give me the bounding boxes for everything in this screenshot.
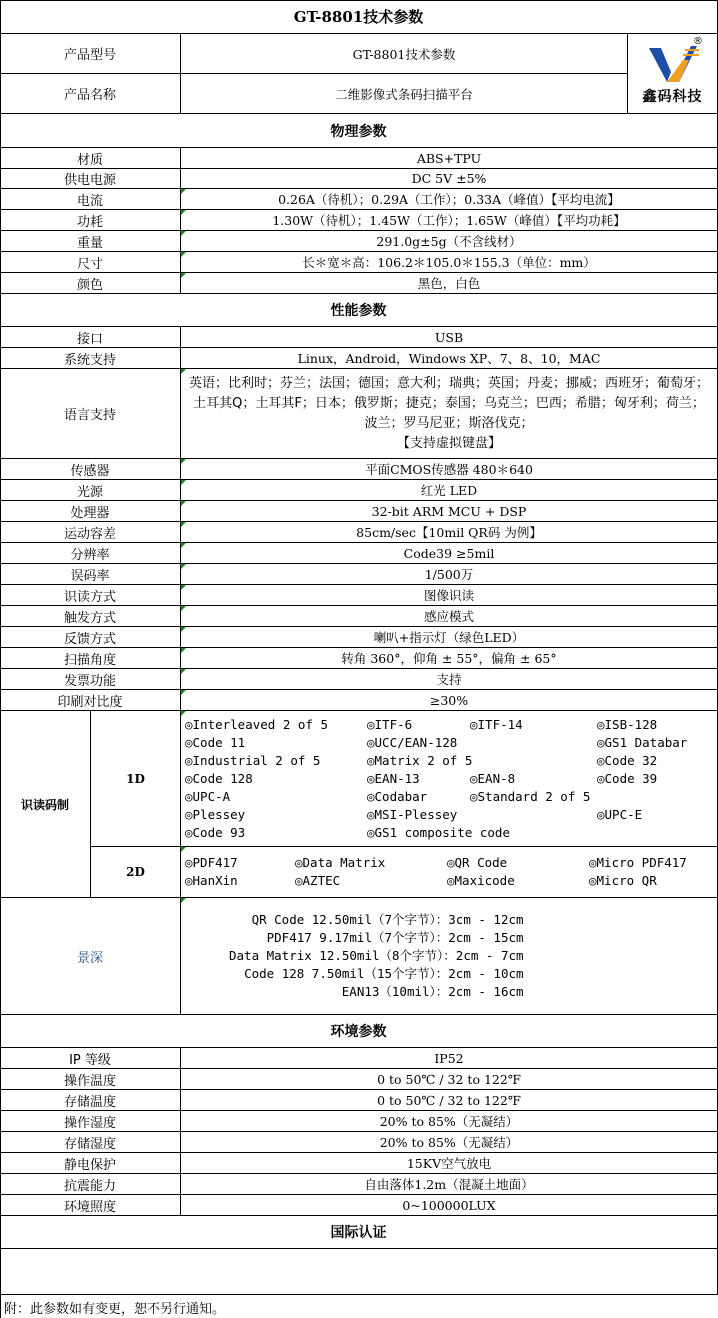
physical-row-4-value: 291.0g±5g（不含线材） bbox=[181, 231, 718, 252]
physical-row-6-label: 颜色 bbox=[0, 273, 181, 294]
symbology-item: ◎Code 11 bbox=[185, 735, 246, 750]
language-value-cell bbox=[181, 369, 718, 459]
symbology-item: ◎Code 128 bbox=[185, 771, 253, 786]
symbology-2d-list bbox=[181, 847, 718, 898]
physical-section-header: 物理参数 bbox=[0, 114, 718, 148]
registered-mark: ® bbox=[693, 36, 703, 47]
performance-row-10-label: 发票功能 bbox=[0, 669, 181, 690]
physical-row-4-label: 重量 bbox=[0, 231, 181, 252]
symbology-item: ◎Matrix 2 of 5 bbox=[367, 753, 473, 768]
symbology-item: ◎Code 93 bbox=[185, 825, 246, 840]
symbology-item: ◎EAN-13 bbox=[367, 771, 420, 786]
performance-row-5-label: 误码率 bbox=[0, 564, 181, 585]
footnote: 附：此参数如有变更，恕不另行通知。 bbox=[4, 1302, 226, 1317]
env-row-2-label: 存储温度 bbox=[0, 1090, 181, 1111]
physical-row-0-value: ABS+TPU bbox=[181, 148, 718, 169]
depth-values bbox=[181, 898, 718, 1015]
performance-row-6-value: 图像识读 bbox=[181, 585, 718, 606]
env-row-4-value: 20% to 85%（无凝结） bbox=[181, 1132, 718, 1153]
env-row-0-label: IP 等级 bbox=[0, 1048, 181, 1069]
env-row-6-label: 抗震能力 bbox=[0, 1174, 181, 1195]
symbology-item: ◎Standard 2 of 5 bbox=[470, 789, 591, 804]
symbology-2d-item: ◎Micro PDF417 bbox=[589, 855, 687, 870]
symbology-item: ◎Code 39 bbox=[597, 771, 658, 786]
environment-section-header: 环境参数 bbox=[0, 1015, 718, 1048]
depth-line: PDF417 9.17mil（7个字节）：2cm - 15cm bbox=[266, 930, 524, 945]
symbology-item: ◎UCC/EAN-128 bbox=[367, 735, 458, 750]
language-label: 语言支持 bbox=[0, 369, 181, 459]
env-row-4-label: 存储湿度 bbox=[0, 1132, 181, 1153]
env-row-2-value: 0 to 50℃ / 32 to 122℉ bbox=[181, 1090, 718, 1111]
performance-row-6-label: 识读方式 bbox=[0, 585, 181, 606]
performance-row-11-value: ≥30% bbox=[181, 690, 718, 711]
product-name-value: 二维影像式条码扫描平台 bbox=[181, 74, 628, 114]
language-list: 英语；比利时；芬兰；法国；德国；意大利；瑞典；英国；丹麦；挪威；西班牙；葡萄牙；土耳其Q；土耳其F；日本；俄罗斯；捷克；泰国；乌克兰；巴西；希腊；匈牙利；荷兰；波兰；罗马尼亚；斯洛伐克； bbox=[188, 375, 709, 431]
performance-row-9-label: 扫描角度 bbox=[0, 648, 181, 669]
performance-row-0-label: 传感器 bbox=[0, 459, 181, 480]
symbology-item: ◎MSI-Plessey bbox=[367, 807, 458, 822]
symbology-label: 识读码制 bbox=[0, 711, 91, 898]
product-model-label: 产品型号 bbox=[0, 34, 181, 74]
physical-row-2-value: 0.26A（待机）；0.29A（工作）；0.33A（峰值）【平均电流】 bbox=[181, 189, 718, 210]
page-title: GT-8801技术参数 bbox=[0, 0, 718, 34]
performance-row-8-value: 喇叭+指示灯（绿色LED） bbox=[181, 627, 718, 648]
symbology-2d-label: 2D bbox=[91, 847, 181, 898]
symbology-item: ◎GS1 Databar bbox=[597, 735, 688, 750]
symbology-item: ◎Codabar bbox=[367, 789, 428, 804]
physical-row-3-label: 功耗 bbox=[0, 210, 181, 231]
symbology-1d-list bbox=[181, 711, 718, 847]
performance-row-3-value: 85cm/sec【10mil QR码 为例】 bbox=[181, 522, 718, 543]
depth-line: Code 128 7.50mil（15个字节）：2cm - 10cm bbox=[244, 966, 524, 981]
os-support-row-value: Linux，Android，Windows XP、7、8、10，MAC bbox=[181, 348, 718, 369]
symbology-item: ◎Interleaved 2 of 5 bbox=[185, 717, 328, 732]
performance-row-1-value: 红光 LED bbox=[181, 480, 718, 501]
performance-row-0-value: 平面CMOS传感器 480＊640 bbox=[181, 459, 718, 480]
env-row-1-label: 操作温度 bbox=[0, 1069, 181, 1090]
performance-row-10-value: 支持 bbox=[181, 669, 718, 690]
performance-row-5-value: 1/500万 bbox=[181, 564, 718, 585]
depth-lines bbox=[229, 911, 524, 1001]
performance-row-7-label: 触发方式 bbox=[0, 606, 181, 627]
symbology-item: ◎GS1 composite code bbox=[367, 825, 510, 840]
symbology-2d-item: ◎Data Matrix bbox=[295, 855, 386, 870]
performance-section-header: 性能参数 bbox=[0, 294, 718, 327]
interface-row-label: 接口 bbox=[0, 327, 181, 348]
symbology-item: ◎ITF-6 bbox=[367, 717, 413, 732]
physical-row-3-value: 1.30W（待机）；1.45W（工作）；1.65W（峰值）【平均功耗】 bbox=[181, 210, 718, 231]
performance-row-2-value: 32-bit ARM MCU + DSP bbox=[181, 501, 718, 522]
performance-row-8-label: 反馈方式 bbox=[0, 627, 181, 648]
performance-row-4-label: 分辨率 bbox=[0, 543, 181, 564]
logo-cell bbox=[628, 34, 718, 114]
physical-row-5-label: 尺寸 bbox=[0, 252, 181, 273]
symbology-item: ◎EAN-8 bbox=[470, 771, 516, 786]
symbology-2d-item: ◎AZTEC bbox=[295, 873, 341, 888]
symbology-item: ◎Industrial 2 of 5 bbox=[185, 753, 321, 768]
env-row-0-value: IP52 bbox=[181, 1048, 718, 1069]
physical-row-1-label: 供电电源 bbox=[0, 169, 181, 189]
env-row-6-value: 自由落体1.2m（混凝土地面） bbox=[181, 1174, 718, 1195]
env-row-7-value: 0~100000LUX bbox=[181, 1195, 718, 1216]
depth-label: 景深 bbox=[0, 898, 181, 1015]
physical-row-2-label: 电流 bbox=[0, 189, 181, 210]
logo-brand: 鑫码科技 bbox=[642, 88, 703, 105]
performance-row-11-label: 印刷对比度 bbox=[0, 690, 181, 711]
env-row-7-label: 环境照度 bbox=[0, 1195, 181, 1216]
performance-row-9-value: 转角 360°，仰角 ± 55°，偏角 ± 65° bbox=[181, 648, 718, 669]
performance-row-4-value: Code39 ≥5mil bbox=[181, 543, 718, 564]
performance-row-3-label: 运动容差 bbox=[0, 522, 181, 543]
symbology-item: ◎UPC-E bbox=[597, 807, 643, 822]
product-name-label: 产品名称 bbox=[0, 74, 181, 114]
env-row-3-label: 操作湿度 bbox=[0, 1111, 181, 1132]
symbology-2d-item: ◎QR Code bbox=[447, 855, 508, 870]
physical-row-6-value: 黑色，白色 bbox=[181, 273, 718, 294]
env-row-1-value: 0 to 50℃ / 32 to 122℉ bbox=[181, 1069, 718, 1090]
physical-row-0-label: 材质 bbox=[0, 148, 181, 169]
symbology-2d-item: ◎HanXin bbox=[185, 873, 238, 888]
xinma-logo-icon bbox=[645, 42, 701, 86]
interface-row-value: USB bbox=[181, 327, 718, 348]
symbology-item: ◎Code 32 bbox=[597, 753, 658, 768]
performance-row-1-label: 光源 bbox=[0, 480, 181, 501]
symbology-item: ◎ISB-128 bbox=[597, 717, 658, 732]
symbology-item: ◎Plessey bbox=[185, 807, 246, 822]
env-row-5-label: 静电保护 bbox=[0, 1153, 181, 1174]
physical-row-5-value: 长＊宽＊高：106.2＊105.0＊155.3（单位：mm） bbox=[181, 252, 718, 273]
symbology-item: ◎UPC-A bbox=[185, 789, 231, 804]
os-support-row-label: 系统支持 bbox=[0, 348, 181, 369]
symbology-1d-label: 1D bbox=[91, 711, 181, 847]
certification-content bbox=[0, 1249, 718, 1295]
symbology-2d-item: ◎PDF417 bbox=[185, 855, 238, 870]
performance-row-7-value: 感应模式 bbox=[181, 606, 718, 627]
env-row-5-value: 15KV空气放电 bbox=[181, 1153, 718, 1174]
env-row-3-value: 20% to 85%（无凝结） bbox=[181, 1111, 718, 1132]
depth-line: EAN13（10mil）：2cm - 16cm bbox=[341, 984, 524, 999]
physical-row-1-value: DC 5V ±5% bbox=[181, 169, 718, 189]
certification-section-header: 国际认证 bbox=[0, 1216, 718, 1249]
symbology-item: ◎ITF-14 bbox=[470, 717, 523, 732]
depth-line: Data Matrix 12.50mil（8个字节）：2cm - 7cm bbox=[229, 948, 524, 963]
performance-row-2-label: 处理器 bbox=[0, 501, 181, 522]
depth-line: QR Code 12.50mil（7个字节）：3cm - 12cm bbox=[251, 912, 524, 927]
product-model-value: GT-8801技术参数 bbox=[181, 34, 628, 74]
symbology-2d-item: ◎Micro QR bbox=[589, 873, 657, 888]
virtual-keyboard-note: 【支持虚拟键盘】 bbox=[396, 435, 501, 451]
symbology-2d-item: ◎Maxicode bbox=[447, 873, 515, 888]
